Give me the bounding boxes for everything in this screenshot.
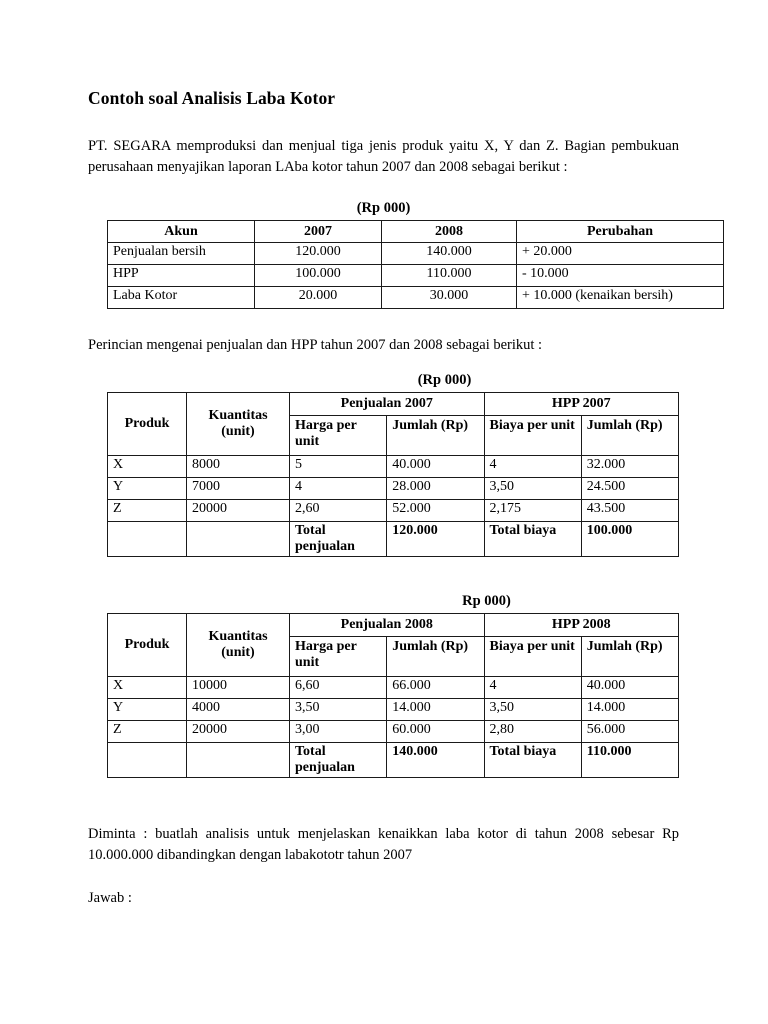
column-header-harga-per-unit: Harga per unit [290, 416, 387, 456]
cell-jumlah-hpp: 43.500 [581, 500, 678, 522]
cell-jumlah-hpp: 14.000 [581, 699, 678, 721]
cell-produk: X [108, 456, 187, 478]
cell-jumlah-penjualan: 14.000 [387, 699, 484, 721]
column-header-kuantitas [187, 393, 290, 456]
cell-total-biaya-label: Total biaya [484, 743, 581, 778]
cell-biaya-per-unit: 4 [484, 456, 581, 478]
table-row [108, 287, 724, 309]
cell-jumlah-hpp: 56.000 [581, 721, 678, 743]
cell-total-biaya-label: Total biaya [484, 522, 581, 557]
column-header-harga-per-unit: Harga per unit [290, 637, 387, 677]
table-row [108, 721, 679, 743]
column-header-kuantitas [187, 614, 290, 677]
cell-harga-per-unit: 5 [290, 456, 387, 478]
column-header-produk: Produk [108, 614, 187, 677]
table-row [108, 500, 679, 522]
detail-2007-caption: (Rp 000) [417, 372, 472, 388]
cell-akun: Laba Kotor [108, 287, 255, 309]
cell-biaya-per-unit: 3,50 [484, 478, 581, 500]
cell-total-biaya-value: 100.000 [581, 522, 678, 557]
column-header-biaya-per-unit: Biaya per unit [484, 637, 581, 677]
cell-jumlah-hpp: 32.000 [581, 456, 678, 478]
column-header-akun: Akun [108, 221, 255, 243]
table-row [108, 699, 679, 721]
cell-empty-kuantitas [187, 522, 290, 557]
cell-total-biaya-value: 110.000 [581, 743, 678, 778]
cell-kuantitas: 8000 [187, 456, 290, 478]
page-title: Contoh soal Analisis Laba Kotor [88, 88, 336, 108]
table-header-row-group [108, 614, 679, 637]
cell-2008: 140.000 [382, 243, 517, 265]
summary-table-caption: (Rp 000) [356, 200, 411, 216]
group-header-penjualan: Penjualan 2007 [290, 393, 485, 416]
column-header-2008: 2008 [382, 221, 517, 243]
cell-kuantitas: 10000 [187, 677, 290, 699]
cell-perubahan: + 10.000 (kenaikan bersih) [517, 287, 724, 309]
table-row [108, 265, 724, 287]
cell-jumlah-hpp: 40.000 [581, 677, 678, 699]
column-header-biaya-per-unit: Biaya per unit [484, 416, 581, 456]
cell-perubahan: - 10.000 [517, 265, 724, 287]
cell-harga-per-unit: 3,00 [290, 721, 387, 743]
group-header-hpp: HPP 2008 [484, 614, 679, 637]
table-header-row [108, 221, 724, 243]
column-header-jumlah-hpp: Jumlah (Rp) [581, 416, 678, 456]
cell-jumlah-penjualan: 40.000 [387, 456, 484, 478]
cell-kuantitas: 7000 [187, 478, 290, 500]
table-row [108, 456, 679, 478]
detail-2008-caption: Rp 000) [462, 593, 511, 609]
cell-jumlah-hpp: 24.500 [581, 478, 678, 500]
cell-produk: Z [108, 500, 187, 522]
summary-table [107, 220, 724, 309]
cell-kuantitas: 20000 [187, 721, 290, 743]
cell-2008: 110.000 [382, 265, 517, 287]
cell-2007: 100.000 [255, 265, 382, 287]
cell-2007: 120.000 [255, 243, 382, 265]
cell-harga-per-unit: 6,60 [290, 677, 387, 699]
group-header-hpp: HPP 2007 [484, 393, 679, 416]
table-row [108, 243, 724, 265]
detail-table-2007 [107, 392, 679, 557]
cell-total-penjualan-label: Total penjualan [290, 743, 387, 778]
cell-jumlah-penjualan: 66.000 [387, 677, 484, 699]
table-total-row [108, 743, 679, 778]
detail-table-2008 [107, 613, 679, 778]
cell-perubahan: + 20.000 [517, 243, 724, 265]
cell-kuantitas: 20000 [187, 500, 290, 522]
cell-total-penjualan-label: Total penjualan [290, 522, 387, 557]
kuantitas-label-line2: (unit) [221, 424, 255, 439]
cell-total-penjualan-value: 140.000 [387, 743, 484, 778]
cell-harga-per-unit: 2,60 [290, 500, 387, 522]
table-header-row-group [108, 393, 679, 416]
cell-biaya-per-unit: 2,80 [484, 721, 581, 743]
cell-biaya-per-unit: 4 [484, 677, 581, 699]
cell-produk: Y [108, 699, 187, 721]
column-header-jumlah-hpp: Jumlah (Rp) [581, 637, 678, 677]
intro-paragraph: PT. SEGARA memproduksi dan menjual tiga jenis produk yaitu X, Y dan Z. Bagian pembukuan perusahaan menyajikan laporan LAba kotor tahun 2007 dan 2008 sebagai berikut : [88, 138, 679, 175]
column-header-produk: Produk [108, 393, 187, 456]
request-paragraph: Diminta : buatlah analisis untuk menjelaskan kenaikkan laba kotor di tahun 2008 sebesar Rp 10.000.000 dibandingkan dengan labakototr tahun 2007 [88, 826, 679, 863]
cell-empty-kuantitas [187, 743, 290, 778]
cell-harga-per-unit: 3,50 [290, 699, 387, 721]
cell-total-penjualan-value: 120.000 [387, 522, 484, 557]
cell-2007: 20.000 [255, 287, 382, 309]
cell-jumlah-penjualan: 52.000 [387, 500, 484, 522]
cell-produk: Z [108, 721, 187, 743]
cell-biaya-per-unit: 2,175 [484, 500, 581, 522]
table-row [108, 677, 679, 699]
column-header-jumlah-penjualan: Jumlah (Rp) [387, 416, 484, 456]
cell-akun: HPP [108, 265, 255, 287]
column-header-2007: 2007 [255, 221, 382, 243]
cell-2008: 30.000 [382, 287, 517, 309]
column-header-perubahan: Perubahan [517, 221, 724, 243]
kuantitas-label-line1: Kuantitas [208, 629, 268, 644]
cell-akun: Penjualan bersih [108, 243, 255, 265]
kuantitas-label-line1: Kuantitas [208, 408, 268, 423]
kuantitas-label-line2: (unit) [221, 645, 255, 660]
cell-produk: Y [108, 478, 187, 500]
table-row [108, 478, 679, 500]
cell-kuantitas: 4000 [187, 699, 290, 721]
document-content [88, 88, 679, 909]
cell-empty-produk [108, 743, 187, 778]
column-header-jumlah-penjualan: Jumlah (Rp) [387, 637, 484, 677]
group-header-penjualan: Penjualan 2008 [290, 614, 485, 637]
cell-empty-produk [108, 522, 187, 557]
answer-label: Jawab : [88, 890, 132, 906]
cell-jumlah-penjualan: 28.000 [387, 478, 484, 500]
table-total-row [108, 522, 679, 557]
cell-produk: X [108, 677, 187, 699]
cell-biaya-per-unit: 3,50 [484, 699, 581, 721]
detail-intro-paragraph: Perincian mengenai penjualan dan HPP tahun 2007 dan 2008 sebagai berikut : [88, 337, 543, 353]
cell-jumlah-penjualan: 60.000 [387, 721, 484, 743]
cell-harga-per-unit: 4 [290, 478, 387, 500]
